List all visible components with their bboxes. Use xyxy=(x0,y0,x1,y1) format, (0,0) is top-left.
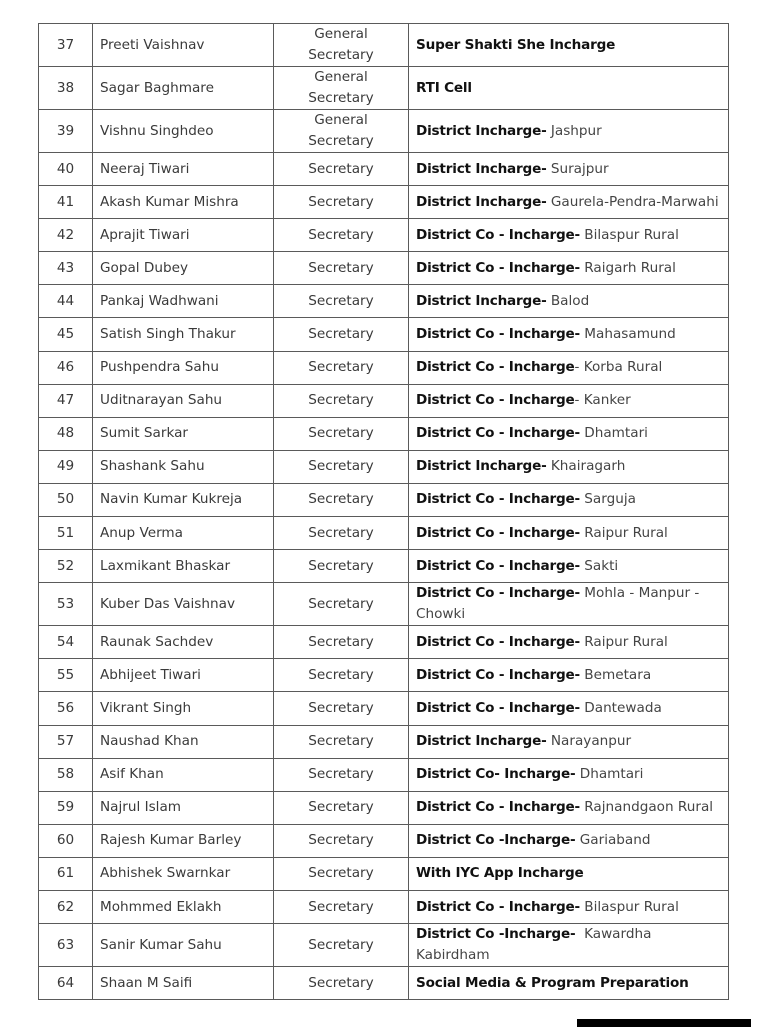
table-row xyxy=(39,583,729,626)
table-row xyxy=(39,626,729,659)
responsibility-cell xyxy=(409,550,729,583)
responsibility-district: Dantewada xyxy=(579,699,662,716)
responsibility-cell xyxy=(409,583,729,626)
serial-number-cell: 44 xyxy=(39,285,93,318)
responsibility-district: Dhamtari xyxy=(575,766,644,783)
responsibility-district: Raigarh Rural xyxy=(579,259,676,276)
name-cell: Sanir Kumar Sahu xyxy=(93,924,274,967)
designation-cell: General Secretary xyxy=(274,24,409,67)
responsibility-cell xyxy=(409,186,729,219)
designation-cell: Secretary xyxy=(274,285,409,318)
designation-cell: Secretary xyxy=(274,791,409,824)
designation-cell: Secretary xyxy=(274,626,409,659)
designation-cell: Secretary xyxy=(274,550,409,583)
table-row xyxy=(39,384,729,417)
table-row xyxy=(39,186,729,219)
table-row xyxy=(39,219,729,252)
designation-cell: Secretary xyxy=(274,857,409,890)
table-row xyxy=(39,153,729,186)
serial-number-cell: 64 xyxy=(39,967,93,1000)
responsibility-district: Mahasamund xyxy=(579,326,676,343)
responsibility-cell xyxy=(409,692,729,725)
name-cell: Naushad Khan xyxy=(93,725,274,758)
designation-cell: General Secretary xyxy=(274,67,409,110)
redaction-bar xyxy=(577,1019,751,1027)
name-cell: Shaan M Saifi xyxy=(93,967,274,1000)
name-cell: Anup Verma xyxy=(93,517,274,550)
responsibility-role: District Co - Incharge- xyxy=(416,491,580,508)
responsibility-role: District Co- Incharge- xyxy=(416,766,576,783)
designation-cell: Secretary xyxy=(274,725,409,758)
responsibility-cell xyxy=(409,110,729,153)
designation-cell: Secretary xyxy=(274,219,409,252)
serial-number-cell: 38 xyxy=(39,67,93,110)
table-row xyxy=(39,967,729,1000)
table-row xyxy=(39,252,729,285)
responsibility-district: Bilaspur Rural xyxy=(579,226,679,243)
designation-cell: Secretary xyxy=(274,659,409,692)
name-cell: Satish Singh Thakur xyxy=(93,318,274,351)
responsibility-cell xyxy=(409,824,729,857)
table-row xyxy=(39,67,729,110)
table-row xyxy=(39,659,729,692)
table-row xyxy=(39,758,729,791)
responsibility-role: District Co - Incharge- xyxy=(416,799,580,816)
serial-number-cell: 43 xyxy=(39,252,93,285)
responsibility-district: - Korba Rural xyxy=(574,359,663,376)
responsibility-role: District Co - Incharge- xyxy=(416,425,580,442)
responsibility-role: District Co - Incharge- xyxy=(416,259,580,276)
table-row xyxy=(39,351,729,384)
table-row xyxy=(39,725,729,758)
name-cell: Uditnarayan Sahu xyxy=(93,384,274,417)
serial-number-cell: 51 xyxy=(39,517,93,550)
serial-number-cell: 41 xyxy=(39,186,93,219)
responsibility-cell xyxy=(409,924,729,967)
responsibility-role: District Co -Incharge- xyxy=(416,926,576,943)
responsibility-cell xyxy=(409,626,729,659)
responsibility-cell xyxy=(409,67,729,110)
serial-number-cell: 52 xyxy=(39,550,93,583)
table-row xyxy=(39,890,729,923)
responsibility-role: District Co - Incharge xyxy=(416,359,575,376)
table-row xyxy=(39,924,729,967)
table-row xyxy=(39,110,729,153)
designation-cell: Secretary xyxy=(274,186,409,219)
responsibility-district: Khairagarh xyxy=(546,458,626,475)
responsibility-role: RTI Cell xyxy=(416,79,472,96)
name-cell: Rajesh Kumar Barley xyxy=(93,824,274,857)
serial-number-cell: 59 xyxy=(39,791,93,824)
responsibility-district: Sakti xyxy=(579,557,619,574)
serial-number-cell: 56 xyxy=(39,692,93,725)
serial-number-cell: 53 xyxy=(39,583,93,626)
responsibility-role: District Co - Incharge- xyxy=(416,557,580,574)
responsibility-role: District Incharge- xyxy=(416,122,547,139)
table-row xyxy=(39,791,729,824)
table-row xyxy=(39,550,729,583)
responsibility-role: District Incharge- xyxy=(416,292,547,309)
serial-number-cell: 62 xyxy=(39,890,93,923)
responsibility-district: - Kanker xyxy=(574,392,631,409)
designation-cell: Secretary xyxy=(274,483,409,516)
responsibility-cell xyxy=(409,725,729,758)
responsibility-district: Balod xyxy=(546,292,590,309)
responsibility-role: District Co - Incharge- xyxy=(416,226,580,243)
serial-number-cell: 54 xyxy=(39,626,93,659)
serial-number-cell: 63 xyxy=(39,924,93,967)
designation-cell: Secretary xyxy=(274,758,409,791)
designation-cell: Secretary xyxy=(274,924,409,967)
designation-cell: Secretary xyxy=(274,967,409,1000)
designation-cell: Secretary xyxy=(274,252,409,285)
name-cell: Laxmikant Bhaskar xyxy=(93,550,274,583)
responsibility-cell xyxy=(409,318,729,351)
responsibility-cell xyxy=(409,384,729,417)
responsibility-role: District Co - Incharge- xyxy=(416,585,580,602)
name-cell: Najrul Islam xyxy=(93,791,274,824)
name-cell: Gopal Dubey xyxy=(93,252,274,285)
responsibility-role: District Co - Incharge- xyxy=(416,524,580,541)
responsibility-cell xyxy=(409,153,729,186)
serial-number-cell: 37 xyxy=(39,24,93,67)
responsibility-district: Mohla - Manpur - Chowki xyxy=(416,585,704,623)
designation-cell: Secretary xyxy=(274,318,409,351)
name-cell: Akash Kumar Mishra xyxy=(93,186,274,219)
responsibility-district: Narayanpur xyxy=(546,733,632,750)
name-cell: Pankaj Wadhwani xyxy=(93,285,274,318)
name-cell: Kuber Das Vaishnav xyxy=(93,583,274,626)
responsibility-district: Sarguja xyxy=(579,491,636,508)
table-row xyxy=(39,417,729,450)
serial-number-cell: 61 xyxy=(39,857,93,890)
responsibility-cell xyxy=(409,417,729,450)
responsibility-cell xyxy=(409,758,729,791)
office-bearers-table xyxy=(38,23,729,1000)
name-cell: Vishnu Singhdeo xyxy=(93,110,274,153)
responsibility-cell xyxy=(409,24,729,67)
name-cell: Shashank Sahu xyxy=(93,450,274,483)
designation-cell: Secretary xyxy=(274,384,409,417)
name-cell: Neeraj Tiwari xyxy=(93,153,274,186)
serial-number-cell: 55 xyxy=(39,659,93,692)
table-row xyxy=(39,857,729,890)
serial-number-cell: 60 xyxy=(39,824,93,857)
responsibility-district: Raipur Rural xyxy=(579,524,668,541)
serial-number-cell: 45 xyxy=(39,318,93,351)
serial-number-cell: 48 xyxy=(39,417,93,450)
responsibility-role: District Co - Incharge- xyxy=(416,326,580,343)
name-cell: Navin Kumar Kukreja xyxy=(93,483,274,516)
responsibility-cell xyxy=(409,857,729,890)
responsibility-role: District Co -Incharge- xyxy=(416,832,576,849)
table-row xyxy=(39,517,729,550)
table-row xyxy=(39,318,729,351)
responsibility-district: Kawardha Kabirdham xyxy=(416,926,656,964)
table-row xyxy=(39,483,729,516)
responsibility-district: Raipur Rural xyxy=(579,633,668,650)
serial-number-cell: 58 xyxy=(39,758,93,791)
responsibility-role: District Co - Incharge- xyxy=(416,898,580,915)
responsibility-cell xyxy=(409,890,729,923)
responsibility-district: Bilaspur Rural xyxy=(579,898,679,915)
name-cell: Sumit Sarkar xyxy=(93,417,274,450)
responsibility-role: District Incharge- xyxy=(416,193,547,210)
serial-number-cell: 42 xyxy=(39,219,93,252)
designation-cell: Secretary xyxy=(274,153,409,186)
name-cell: Raunak Sachdev xyxy=(93,626,274,659)
name-cell: Pushpendra Sahu xyxy=(93,351,274,384)
responsibility-role: District Co - Incharge- xyxy=(416,666,580,683)
responsibility-role: District Co - Incharge- xyxy=(416,699,580,716)
responsibility-district: Rajnandgaon Rural xyxy=(579,799,714,816)
responsibility-cell xyxy=(409,351,729,384)
responsibility-district: Gaurela-Pendra-Marwahi xyxy=(546,193,719,210)
responsibility-cell xyxy=(409,659,729,692)
responsibility-district: Surajpur xyxy=(546,160,609,177)
responsibility-cell xyxy=(409,252,729,285)
name-cell: Asif Khan xyxy=(93,758,274,791)
responsibility-role: Super Shakti She Incharge xyxy=(416,36,616,53)
name-cell: Preeti Vaishnav xyxy=(93,24,274,67)
responsibility-cell xyxy=(409,967,729,1000)
responsibility-role: District Co - Incharge- xyxy=(416,633,580,650)
serial-number-cell: 40 xyxy=(39,153,93,186)
responsibility-district: Gariaband xyxy=(575,832,651,849)
table-body xyxy=(39,24,729,1000)
responsibility-district: Dhamtari xyxy=(579,425,648,442)
responsibility-cell xyxy=(409,450,729,483)
table-row xyxy=(39,285,729,318)
serial-number-cell: 57 xyxy=(39,725,93,758)
designation-cell: Secretary xyxy=(274,583,409,626)
responsibility-cell xyxy=(409,483,729,516)
designation-cell: Secretary xyxy=(274,824,409,857)
responsibility-role: District Incharge- xyxy=(416,458,547,475)
designation-cell: Secretary xyxy=(274,417,409,450)
responsibility-cell xyxy=(409,219,729,252)
serial-number-cell: 47 xyxy=(39,384,93,417)
name-cell: Aprajit Tiwari xyxy=(93,219,274,252)
name-cell: Vikrant Singh xyxy=(93,692,274,725)
table-row xyxy=(39,450,729,483)
responsibility-role: District Co - Incharge xyxy=(416,392,575,409)
name-cell: Abhishek Swarnkar xyxy=(93,857,274,890)
serial-number-cell: 46 xyxy=(39,351,93,384)
designation-cell: Secretary xyxy=(274,692,409,725)
responsibility-role: District Incharge- xyxy=(416,733,547,750)
responsibility-district: Jashpur xyxy=(546,122,602,139)
table-row xyxy=(39,824,729,857)
name-cell: Sagar Baghmare xyxy=(93,67,274,110)
table-row xyxy=(39,692,729,725)
designation-cell: General Secretary xyxy=(274,110,409,153)
name-cell: Abhijeet Tiwari xyxy=(93,659,274,692)
responsibility-cell xyxy=(409,285,729,318)
name-cell: Mohmmed Eklakh xyxy=(93,890,274,923)
responsibility-district: Bemetara xyxy=(579,666,652,683)
responsibility-role: District Incharge- xyxy=(416,160,547,177)
designation-cell: Secretary xyxy=(274,351,409,384)
responsibility-role: With IYC App Incharge xyxy=(416,865,584,882)
designation-cell: Secretary xyxy=(274,450,409,483)
responsibility-role: Social Media & Program Preparation xyxy=(416,974,689,991)
responsibility-cell xyxy=(409,791,729,824)
table-row xyxy=(39,24,729,67)
designation-cell: Secretary xyxy=(274,517,409,550)
serial-number-cell: 49 xyxy=(39,450,93,483)
serial-number-cell: 39 xyxy=(39,110,93,153)
serial-number-cell: 50 xyxy=(39,483,93,516)
responsibility-cell xyxy=(409,517,729,550)
designation-cell: Secretary xyxy=(274,890,409,923)
